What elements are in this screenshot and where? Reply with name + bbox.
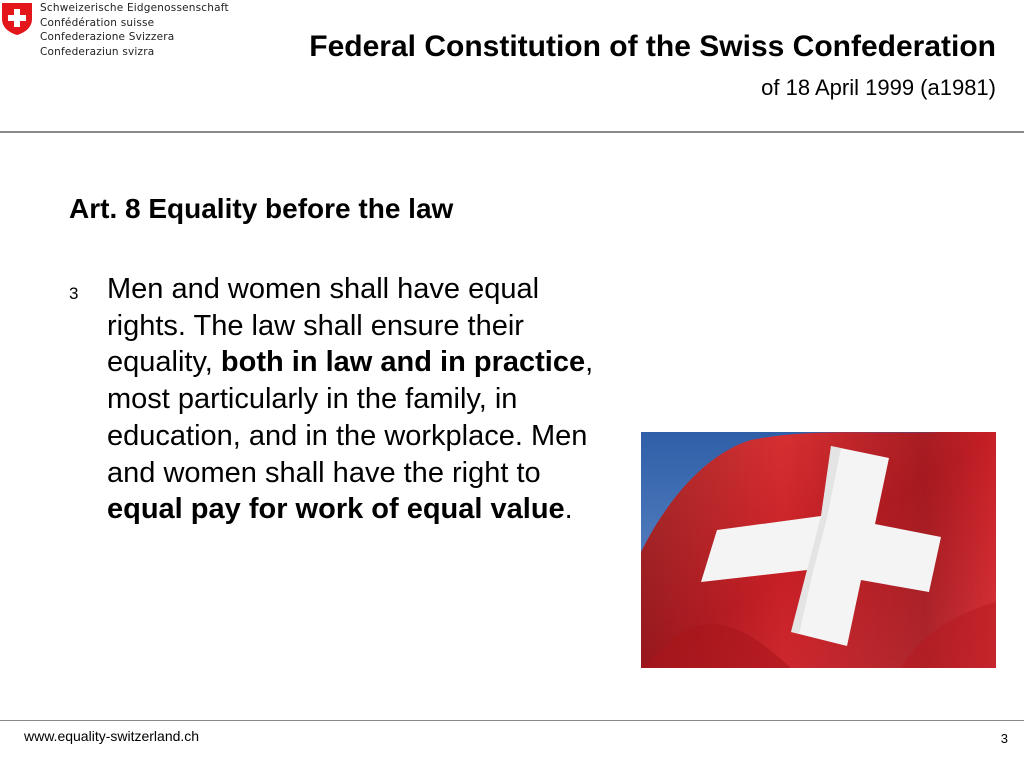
language-names	[40, 1, 229, 59]
swiss-shield-icon	[1, 2, 33, 36]
language-name-it: Confederazione Svizzera	[40, 31, 175, 43]
paragraph-number: 3	[69, 284, 79, 303]
language-name-rm: Confederaziun svizra	[40, 45, 155, 58]
slide-subtitle: of 18 April 1999 (a1981)	[761, 75, 996, 100]
slide-title: Federal Constitution of the Swiss Confederation	[309, 30, 996, 63]
page-number: 3	[1000, 731, 1008, 746]
emphasis-law-practice: both in law and in practice	[220, 346, 586, 379]
swiss-flag-photo	[641, 432, 996, 668]
article-heading: Art. 8 Equality before the law	[69, 193, 454, 224]
paragraph-text: Men and women shall have equal rights. The law shall ensure their equality,	[107, 273, 540, 379]
article-paragraph	[107, 271, 607, 528]
footer-divider	[0, 720, 1024, 721]
paragraph-text: , most particularly in the family, in education, and in the workplace. Men and women shall have the right to	[107, 346, 594, 489]
language-name-fr: Confédération suisse	[40, 16, 155, 29]
language-name-de: Schweizerische Eidgenossenschaft	[40, 2, 229, 14]
paragraph-text: .	[564, 493, 573, 526]
emphasis-equal-pay: equal pay for work of equal value	[107, 493, 565, 526]
footer-url[interactable]: www.equality-switzerland.ch	[24, 728, 200, 744]
header-divider	[0, 131, 1024, 133]
